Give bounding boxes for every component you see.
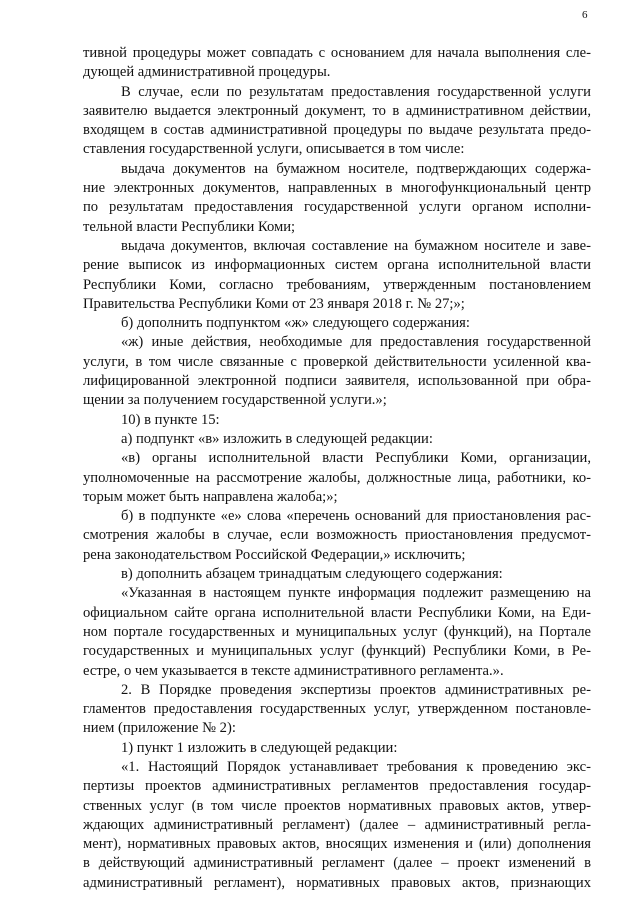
text-line: Республики Коми, согласно требованиям, утвержденным постановлением — [83, 276, 591, 293]
text-line: в действующий административный регламент (далее – проект изменений в — [83, 855, 591, 872]
text-line: щении за получением государственной услуги.»; — [83, 392, 387, 409]
text-line: нием (приложение № 2): — [83, 720, 236, 737]
text-line: «1. Настоящий Порядок устанавливает требования к проведению экс- — [121, 758, 591, 775]
text-line: 2. В Порядке проведения экспертизы проектов административных ре- — [121, 681, 591, 698]
text-line: «ж) иные действия, необходимые для предоставления государственной — [121, 334, 591, 351]
text-line: лифицированной электронной подписи заявителя, использованной при обра- — [83, 373, 591, 390]
text-line: ние электронных документов, направленных в многофункциональный центр — [83, 180, 591, 197]
text-line: 1) пункт 1 изложить в следующей редакции: — [121, 739, 398, 756]
text-line: б) дополнить подпунктом «ж» следующего содержания: — [121, 315, 470, 332]
text-line: рена законодательством Российской Федерации,» исключить; — [83, 546, 466, 563]
text-line: административный регламент), нормативных правовых актов, признающих — [83, 874, 591, 891]
text-line: 10) в пункте 15: — [121, 411, 220, 428]
text-line: Правительства Республики Коми от 23 января 2018 г. № 27;»; — [83, 295, 465, 312]
text-line: государственных и муниципальных услуг (функций) Республики Коми, в Ре- — [83, 643, 591, 660]
text-line: пертизы проектов административных регламентов предоставления государ- — [83, 778, 591, 795]
text-line: «в) органы исполнительной власти Республики Коми, организации, — [121, 450, 591, 467]
text-line: уполномоченные на рассмотрение жалобы, должностные лица, работники, ко- — [83, 469, 591, 486]
text-line: гламентов предоставления государственных услуг, утвержденном постановле- — [83, 701, 591, 718]
text-line: рение выписок из информационных систем органа исполнительной власти — [83, 257, 591, 274]
text-line: В случае, если по результатам предоставления государственной услуги — [121, 83, 591, 100]
text-line: естре, о чем указывается в тексте административного регламента.». — [83, 662, 504, 679]
text-line: «Указанная в настоящем пункте информация подлежит размещению на — [121, 585, 591, 602]
text-line: услуги, в том числе связанные с проверкой действительности усиленной ква- — [83, 353, 591, 370]
text-line: выдача документов, включая составление на бумажном носителе и заве- — [121, 237, 591, 254]
text-line: входящем в состав административной процедуры по выдаче результата предо- — [83, 122, 591, 139]
text-line: ном портале государственных и муниципальных услуг (функций), на Портале — [83, 623, 591, 640]
text-line: ставления государственной услуги, описывается в том числе: — [83, 141, 465, 158]
text-line: смотрения жалобы в случае, если возможность приостановления предусмот- — [83, 527, 591, 544]
text-line: а) подпункт «в» изложить в следующей редакции: — [121, 430, 433, 447]
text-line: официальном сайте органа исполнительной власти Республики Коми, на Еди- — [83, 604, 591, 621]
text-line: дующей административной процедуры. — [83, 64, 331, 81]
text-line: б) в подпункте «е» слова «перечень оснований для приостановления рас- — [121, 508, 591, 525]
text-line: тельной власти Республики Коми; — [83, 218, 296, 235]
text-line: тивной процедуры может совпадать с основанием для начала выполнения сле- — [83, 45, 591, 61]
text-line: в) дополнить абзацем тринадцатым следующего содержания: — [121, 566, 503, 583]
text-line: мент), нормативных правовых актов, вносящих изменения и (или) дополнения — [83, 836, 591, 853]
text-line: ждающих административный регламент) (далее – административный регла- — [83, 816, 591, 833]
text-line: выдача документов на бумажном носителе, подтверждающих содержа- — [121, 160, 591, 177]
text-line: торым может быть направлена жалоба;»; — [83, 488, 338, 505]
text-line: заявителю выдается электронный документ, то в административном действии, — [83, 102, 591, 119]
document-body — [83, 44, 591, 893]
text-line: ственных услуг (в том числе проектов нормативных правовых актов, утвер- — [83, 797, 591, 814]
text-line: по результатам предоставления государственной услуги органом исполни- — [83, 199, 591, 216]
page-number: 6 — [582, 9, 588, 21]
